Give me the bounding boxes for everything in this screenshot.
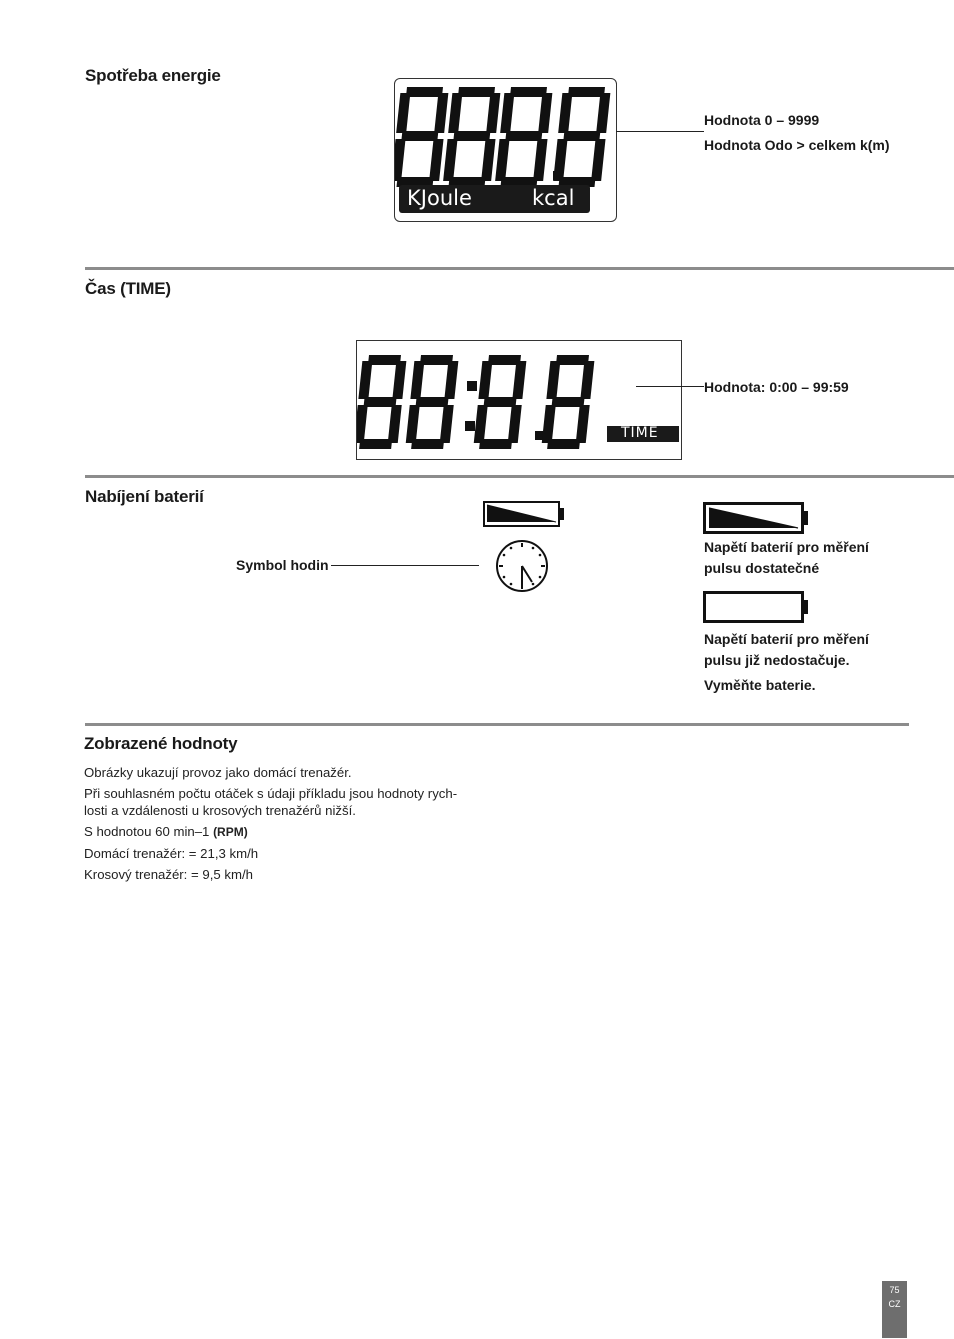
battery-full-caption-line: Napětí baterií pro měření xyxy=(704,539,869,555)
rpm-label: (RPM) xyxy=(213,825,248,839)
page-number: 75 xyxy=(889,1285,900,1295)
values-body xyxy=(84,764,504,883)
time-lcd-display xyxy=(356,340,682,460)
time-badge xyxy=(607,426,679,442)
battery-full-caption-line: pulsu dostatečné xyxy=(704,560,820,576)
kjoule-label: KJoule xyxy=(407,186,472,210)
battery-empty-icon xyxy=(703,591,809,623)
battery-empty-caption xyxy=(704,629,869,696)
energy-title: Spotřeba energie xyxy=(85,66,221,85)
values-line: losti a vzdálenosti u krosových trenažérů nižší. xyxy=(84,803,356,818)
time-title: Čas (TIME) xyxy=(85,279,171,298)
section-divider xyxy=(85,475,954,478)
energy-lcd-display xyxy=(394,78,617,222)
values-line: Krosový trenažér: = 9,5 km/h xyxy=(84,867,253,882)
time-note-range: Hodnota: 0:00 – 99:59 xyxy=(704,379,849,395)
energy-note-odo: Hodnota Odo > celkem k(m) xyxy=(704,137,890,153)
clock-callout-line xyxy=(331,565,479,566)
section-divider xyxy=(85,723,909,726)
battery-full-caption xyxy=(704,537,869,579)
values-line: Domácí trenažér: = 21,3 km/h xyxy=(84,846,259,861)
battery-small-icon xyxy=(483,501,565,527)
page-lang: CZ xyxy=(888,1299,901,1309)
values-title: Zobrazené hodnoty xyxy=(84,734,238,753)
battery-title: Nabíjení baterií xyxy=(85,487,204,506)
values-line: Obrázky ukazují provoz jako domácí trenažér. xyxy=(84,765,352,780)
values-line: Při souhlasném počtu otáček s údaji příkladu jsou hodnoty rych- xyxy=(84,786,458,801)
rpm-text: S hodnotou 60 min–1 xyxy=(84,824,210,839)
clock-icon xyxy=(495,538,551,594)
values-line-rpm xyxy=(84,823,504,841)
kcal-label: kcal xyxy=(532,186,575,210)
battery-replace-note: Vyměňte baterie. xyxy=(704,677,816,693)
time-badge-label: TIME xyxy=(621,425,659,441)
clock-symbol-label: Symbol hodin xyxy=(236,557,329,573)
battery-full-icon xyxy=(703,502,809,534)
time-callout-line xyxy=(636,386,704,387)
section-divider xyxy=(85,267,954,270)
energy-callout-line xyxy=(616,131,704,132)
battery-empty-caption-line: Napětí baterií pro měření xyxy=(704,631,869,647)
kjoule-kcal-badge xyxy=(399,185,590,213)
energy-note-range: Hodnota 0 – 9999 xyxy=(704,112,820,128)
page-number-box xyxy=(882,1281,907,1338)
battery-empty-caption-line: pulsu již nedostačuje. xyxy=(704,652,850,668)
